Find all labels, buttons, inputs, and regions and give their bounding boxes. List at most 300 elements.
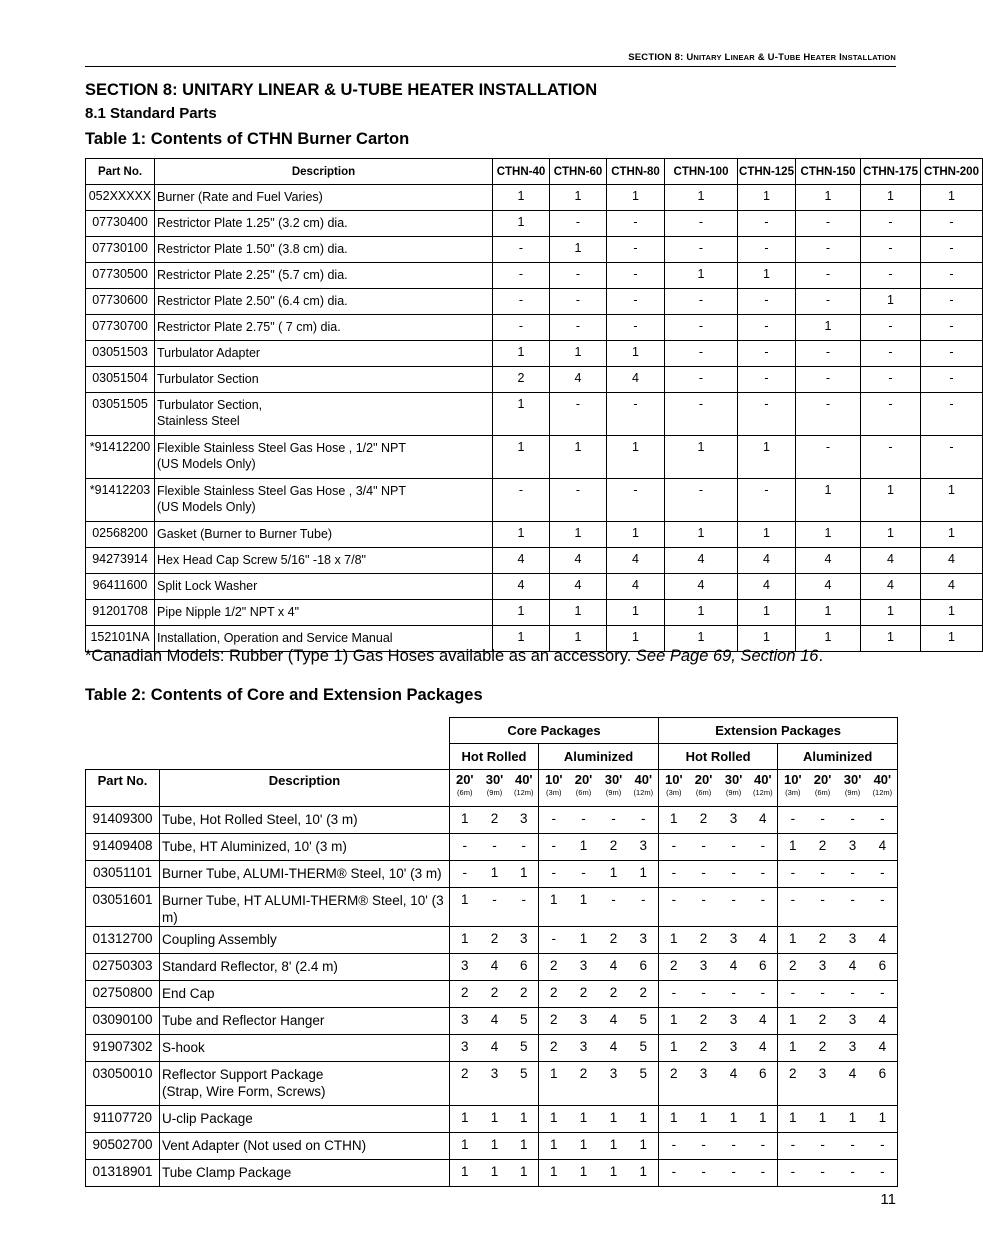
quantity-cell: - [738, 211, 796, 237]
part-number: 94273914 [86, 548, 155, 574]
quantity-cell: 4 [796, 548, 861, 574]
table-row [86, 263, 983, 289]
quantity-cell: - [738, 315, 796, 341]
quantity-cell: 1 [796, 600, 861, 626]
quantity-cell: - [599, 807, 629, 834]
table-row [86, 1133, 898, 1160]
quantity-cell: 4 [861, 548, 921, 574]
quantity-cell: - [659, 861, 689, 888]
description-line: (US Models Only) [157, 457, 256, 471]
quantity-cell: - [719, 981, 749, 1008]
description [160, 807, 450, 834]
quantity-cell: 1 [510, 1160, 539, 1187]
size-meters: (9m) [605, 788, 622, 797]
table-row [86, 548, 983, 574]
quantity-cell: 1 [921, 185, 983, 211]
quantity-cell: - [550, 479, 607, 522]
quantity-cell: - [719, 1160, 749, 1187]
quantity-cell: 3 [569, 1035, 599, 1062]
quantity-cell: - [689, 1160, 719, 1187]
quantity-cell: 2 [480, 807, 510, 834]
quantity-cell: 4 [749, 1035, 778, 1062]
description [155, 479, 493, 522]
quantity-cell: 1 [599, 1133, 629, 1160]
quantity-cell: 1 [861, 626, 921, 652]
part-number: 152101NA [86, 626, 155, 652]
quantity-cell: 1 [665, 600, 738, 626]
part-number: 07730700 [86, 315, 155, 341]
quantity-cell: 2 [778, 1062, 808, 1106]
description [160, 954, 450, 981]
quantity-cell: 4 [738, 574, 796, 600]
quantity-cell: 3 [719, 807, 749, 834]
extension-packages-header: Extension Packages [659, 718, 898, 744]
quantity-cell: - [493, 479, 550, 522]
quantity-cell: 1 [861, 600, 921, 626]
quantity-cell: 1 [665, 263, 738, 289]
quantity-cell: 1 [665, 436, 738, 479]
quantity-cell: - [749, 1133, 778, 1160]
description-line: Restrictor Plate 2.50" (6.4 cm) dia. [157, 294, 348, 308]
quantity-cell: 1 [550, 436, 607, 479]
quantity-cell: 4 [868, 1008, 898, 1035]
quantity-cell: 1 [493, 393, 550, 436]
size-header [838, 770, 868, 807]
quantity-cell: 2 [599, 834, 629, 861]
quantity-cell: 1 [629, 1160, 659, 1187]
quantity-cell: - [921, 211, 983, 237]
size-meters: (6m) [814, 788, 831, 797]
quantity-cell: 3 [689, 954, 719, 981]
section-title: SECTION 8: UNITARY LINEAR & U-TUBE HEATER INSTALLATION [85, 81, 598, 99]
quantity-cell: 1 [921, 626, 983, 652]
quantity-cell: - [659, 1160, 689, 1187]
size-header [450, 770, 480, 807]
core-hot-rolled-header: Hot Rolled [450, 744, 539, 770]
quantity-cell: 1 [569, 834, 599, 861]
table-row [86, 185, 983, 211]
quantity-cell: - [569, 807, 599, 834]
quantity-cell: - [861, 367, 921, 393]
description-line: Restrictor Plate 2.75" ( 7 cm) dia. [157, 320, 341, 334]
size-meters: (12m) [872, 788, 893, 797]
description [155, 237, 493, 263]
quantity-cell: 1 [659, 807, 689, 834]
quantity-cell: - [738, 367, 796, 393]
quantity-cell: 1 [450, 1133, 480, 1160]
table-row [86, 888, 898, 927]
description-line: Turbulator Section, [157, 398, 263, 412]
ext-aluminized-header: Aluminized [778, 744, 898, 770]
part-number: 02750800 [86, 981, 160, 1008]
quantity-cell: 1 [539, 1062, 569, 1106]
size-meters: (9m) [725, 788, 742, 797]
quantity-cell: - [599, 888, 629, 927]
part-number: 02568200 [86, 522, 155, 548]
description-line: Burner Tube, HT ALUMI-THERM® Steel, 10' (3 m) [162, 893, 444, 925]
quantity-cell: - [921, 436, 983, 479]
quantity-cell: 2 [569, 981, 599, 1008]
quantity-cell: 1 [796, 479, 861, 522]
quantity-cell: - [738, 341, 796, 367]
quantity-cell: - [749, 981, 778, 1008]
quantity-cell: 4 [719, 954, 749, 981]
quantity-cell: 2 [539, 981, 569, 1008]
part-number: 03051504 [86, 367, 155, 393]
quantity-cell: - [796, 237, 861, 263]
quantity-cell: - [738, 289, 796, 315]
table-row [86, 1106, 898, 1133]
table-row [86, 211, 983, 237]
description [155, 289, 493, 315]
ext-hot-rolled-header: Hot Rolled [659, 744, 778, 770]
quantity-cell: - [778, 1133, 808, 1160]
quantity-cell: 1 [659, 1106, 689, 1133]
size-feet: 40' [634, 772, 653, 787]
quantity-cell: 1 [480, 1160, 510, 1187]
table-row [86, 315, 983, 341]
quantity-cell: 5 [510, 1035, 539, 1062]
part-number: 07730100 [86, 237, 155, 263]
quantity-cell: - [665, 479, 738, 522]
quantity-cell: 4 [493, 574, 550, 600]
size-meters: (3m) [785, 788, 801, 797]
table1-header-row [86, 159, 983, 185]
part-number: 07730400 [86, 211, 155, 237]
quantity-cell: 1 [796, 185, 861, 211]
part-number: 07730600 [86, 289, 155, 315]
table-row [86, 574, 983, 600]
quantity-cell: - [550, 393, 607, 436]
quantity-cell: 1 [719, 1106, 749, 1133]
quantity-cell: - [749, 861, 778, 888]
quantity-cell: 2 [539, 1035, 569, 1062]
quantity-cell: 5 [510, 1062, 539, 1106]
size-meters: (6m) [695, 788, 712, 797]
description [155, 263, 493, 289]
quantity-cell: 4 [550, 574, 607, 600]
description [160, 1106, 450, 1133]
quantity-cell: - [550, 263, 607, 289]
quantity-cell: - [665, 367, 738, 393]
part-number: 01318901 [86, 1160, 160, 1187]
description [160, 1133, 450, 1160]
quantity-cell: 3 [838, 1008, 868, 1035]
core-packages-header: Core Packages [450, 718, 659, 744]
quantity-cell: 2 [450, 1062, 480, 1106]
description-line: Vent Adapter (Not used on CTHN) [162, 1138, 367, 1153]
table-row [86, 341, 983, 367]
size-meters: (9m) [486, 788, 503, 797]
quantity-cell: 1 [607, 341, 665, 367]
quantity-cell: 1 [629, 1106, 659, 1133]
quantity-cell: - [921, 289, 983, 315]
quantity-cell: - [607, 263, 665, 289]
quantity-cell: 4 [480, 1035, 510, 1062]
quantity-cell: - [665, 211, 738, 237]
quantity-cell: 1 [861, 479, 921, 522]
quantity-cell: - [861, 393, 921, 436]
part-number: 03051505 [86, 393, 155, 436]
quantity-cell: - [689, 981, 719, 1008]
quantity-cell: - [921, 315, 983, 341]
quantity-cell: - [719, 888, 749, 927]
quantity-cell: - [861, 237, 921, 263]
quantity-cell: 4 [599, 1008, 629, 1035]
quantity-cell: 1 [450, 888, 480, 927]
part-number: *91412200 [86, 436, 155, 479]
quantity-cell: - [480, 888, 510, 927]
size-header [868, 770, 898, 807]
size-feet: 20' [813, 772, 832, 787]
table-row [86, 367, 983, 393]
quantity-cell: 1 [493, 626, 550, 652]
description-line: Burner Tube, ALUMI-THERM® Steel, 10' (3 m) [162, 866, 442, 881]
quantity-cell: - [921, 367, 983, 393]
quantity-cell: 3 [838, 1035, 868, 1062]
quantity-cell: 1 [569, 927, 599, 954]
quantity-cell: 3 [480, 1062, 510, 1106]
quantity-cell: 4 [838, 954, 868, 981]
core-extension-table [85, 717, 898, 1187]
description-line: Turbulator Adapter [157, 346, 261, 360]
description [160, 834, 450, 861]
part-number: 96411600 [86, 574, 155, 600]
quantity-cell: - [629, 888, 659, 927]
description [155, 522, 493, 548]
size-feet: 10' [544, 772, 563, 787]
description-line: Flexible Stainless Steel Gas Hose , 3/4" NPT [157, 484, 406, 498]
quantity-cell: 4 [868, 927, 898, 954]
quantity-cell: 3 [719, 1035, 749, 1062]
quantity-cell: - [749, 834, 778, 861]
quantity-cell: - [719, 861, 749, 888]
quantity-cell: 1 [510, 861, 539, 888]
quantity-cell: - [778, 888, 808, 927]
quantity-cell: 1 [599, 861, 629, 888]
quantity-cell: 1 [689, 1106, 719, 1133]
quantity-cell: 4 [838, 1062, 868, 1106]
quantity-cell: - [539, 861, 569, 888]
quantity-cell: 4 [796, 574, 861, 600]
quantity-cell: 3 [599, 1062, 629, 1106]
core-aluminized-header: Aluminized [539, 744, 659, 770]
part-number: 91409300 [86, 807, 160, 834]
description [160, 861, 450, 888]
quantity-cell: - [665, 289, 738, 315]
quantity-cell: - [808, 888, 838, 927]
description [155, 185, 493, 211]
table1-header-cell: CTHN-175 [861, 159, 921, 185]
table1-header-cell: CTHN-100 [665, 159, 738, 185]
quantity-cell: 1 [493, 341, 550, 367]
quantity-cell: - [550, 211, 607, 237]
size-header [510, 770, 539, 807]
quantity-cell: - [689, 861, 719, 888]
size-header [480, 770, 510, 807]
quantity-cell: 5 [629, 1035, 659, 1062]
table1-header-cell: CTHN-60 [550, 159, 607, 185]
quantity-cell: 1 [796, 522, 861, 548]
quantity-cell: - [719, 1133, 749, 1160]
quantity-cell: - [450, 834, 480, 861]
size-meters: (9m) [844, 788, 861, 797]
quantity-cell: 1 [659, 1008, 689, 1035]
quantity-cell: 1 [738, 185, 796, 211]
part-number: 03051101 [86, 861, 160, 888]
size-meters: (12m) [753, 788, 773, 797]
quantity-cell: 4 [719, 1062, 749, 1106]
description-line: (US Models Only) [157, 500, 256, 514]
quantity-cell: - [539, 927, 569, 954]
quantity-cell: 2 [629, 981, 659, 1008]
size-header [599, 770, 629, 807]
size-feet: 30' [604, 772, 623, 787]
size-meters: (6m) [457, 788, 473, 797]
quantity-cell: - [493, 237, 550, 263]
quantity-cell: - [749, 888, 778, 927]
quantity-cell: 1 [607, 626, 665, 652]
description [160, 888, 450, 927]
part-number: 03090100 [86, 1008, 160, 1035]
size-feet: 40' [873, 772, 892, 787]
quantity-cell: - [921, 393, 983, 436]
description-line: Restrictor Plate 2.25" (5.7 cm) dia. [157, 268, 348, 282]
blank-corner [86, 718, 450, 770]
table1-caption: Table 1: Contents of CTHN Burner Carton [85, 130, 410, 148]
quantity-cell: 1 [861, 185, 921, 211]
table-row [86, 479, 983, 522]
table-row [86, 834, 898, 861]
quantity-cell: - [510, 888, 539, 927]
part-number: 03051503 [86, 341, 155, 367]
quantity-cell: 2 [493, 367, 550, 393]
description-line: End Cap [162, 986, 215, 1001]
quantity-cell: 6 [749, 1062, 778, 1106]
burner-carton-table [85, 158, 983, 652]
quantity-cell: 3 [629, 834, 659, 861]
quantity-cell: 1 [450, 1160, 480, 1187]
quantity-cell: 1 [539, 1106, 569, 1133]
quantity-cell: - [838, 1160, 868, 1187]
quantity-cell: 1 [607, 600, 665, 626]
part-number: 91107720 [86, 1106, 160, 1133]
table-row [86, 927, 898, 954]
quantity-cell: 1 [749, 1106, 778, 1133]
part-number: 052XXXXX [86, 185, 155, 211]
quantity-cell: 1 [629, 1133, 659, 1160]
quantity-cell: 4 [868, 834, 898, 861]
quantity-cell: 2 [539, 1008, 569, 1035]
description-line: Gasket (Burner to Burner Tube) [157, 527, 333, 541]
description [160, 1035, 450, 1062]
part-number: 01312700 [86, 927, 160, 954]
quantity-cell: 2 [659, 954, 689, 981]
quantity-cell: - [607, 289, 665, 315]
quantity-cell: 4 [550, 548, 607, 574]
quantity-cell: 1 [921, 600, 983, 626]
size-feet: 30' [843, 772, 862, 787]
size-feet: 20' [574, 772, 593, 787]
quantity-cell: 2 [599, 981, 629, 1008]
part-number: 91201708 [86, 600, 155, 626]
quantity-cell: 4 [861, 574, 921, 600]
quantity-cell: 1 [480, 1133, 510, 1160]
quantity-cell: 3 [510, 807, 539, 834]
quantity-cell: - [921, 263, 983, 289]
quantity-cell: - [493, 289, 550, 315]
quantity-cell: 1 [480, 861, 510, 888]
quantity-cell: 1 [450, 1106, 480, 1133]
description-line: S-hook [162, 1040, 205, 1055]
quantity-cell: 3 [450, 1035, 480, 1062]
quantity-cell: 1 [569, 1160, 599, 1187]
quantity-cell: - [659, 981, 689, 1008]
quantity-cell: 1 [450, 927, 480, 954]
quantity-cell: - [796, 211, 861, 237]
quantity-cell: 3 [569, 954, 599, 981]
part-number: 03050010 [86, 1062, 160, 1106]
quantity-cell: 6 [868, 1062, 898, 1106]
quantity-cell: 1 [550, 600, 607, 626]
size-feet: 10' [784, 772, 802, 787]
size-feet: 20' [694, 772, 713, 787]
quantity-cell: - [539, 807, 569, 834]
description [155, 367, 493, 393]
quantity-cell: 2 [599, 927, 629, 954]
quantity-cell: - [796, 341, 861, 367]
description-line: Standard Reflector, 8' (2.4 m) [162, 959, 338, 974]
description-header: Description [160, 770, 450, 807]
quantity-cell: - [808, 1160, 838, 1187]
description-line: Restrictor Plate 1.25" (3.2 cm) dia. [157, 216, 348, 230]
table-row [86, 954, 898, 981]
size-feet: 20' [455, 772, 474, 787]
size-feet: 40' [514, 772, 533, 787]
description-line: Hex Head Cap Screw 5/16" -18 x 7/8" [157, 553, 366, 567]
table-row [86, 1160, 898, 1187]
description-line: Reflector Support Package [162, 1067, 324, 1082]
quantity-cell: 1 [921, 522, 983, 548]
quantity-cell: 6 [868, 954, 898, 981]
quantity-cell: - [861, 341, 921, 367]
quantity-cell: 6 [749, 954, 778, 981]
description-line: Restrictor Plate 1.50" (3.8 cm) dia. [157, 242, 348, 256]
description [155, 315, 493, 341]
table-row [86, 981, 898, 1008]
quantity-cell: 4 [493, 548, 550, 574]
quantity-cell: - [665, 237, 738, 263]
quantity-cell: 4 [749, 927, 778, 954]
quantity-cell: 1 [550, 626, 607, 652]
quantity-cell: 1 [868, 1106, 898, 1133]
quantity-cell: 5 [629, 1062, 659, 1106]
quantity-cell: 1 [607, 185, 665, 211]
part-number: *91412203 [86, 479, 155, 522]
size-meters: (12m) [633, 788, 654, 797]
description [155, 393, 493, 436]
quantity-cell: 3 [569, 1008, 599, 1035]
subsection-title: 8.1 Standard Parts [85, 105, 217, 122]
size-meters: (6m) [575, 788, 592, 797]
description-line: Pipe Nipple 1/2" NPT x 4" [157, 605, 300, 619]
quantity-cell: 3 [719, 927, 749, 954]
table-row [86, 1008, 898, 1035]
quantity-cell: 3 [629, 927, 659, 954]
quantity-cell: - [778, 861, 808, 888]
quantity-cell: 4 [480, 954, 510, 981]
size-header [749, 770, 778, 807]
